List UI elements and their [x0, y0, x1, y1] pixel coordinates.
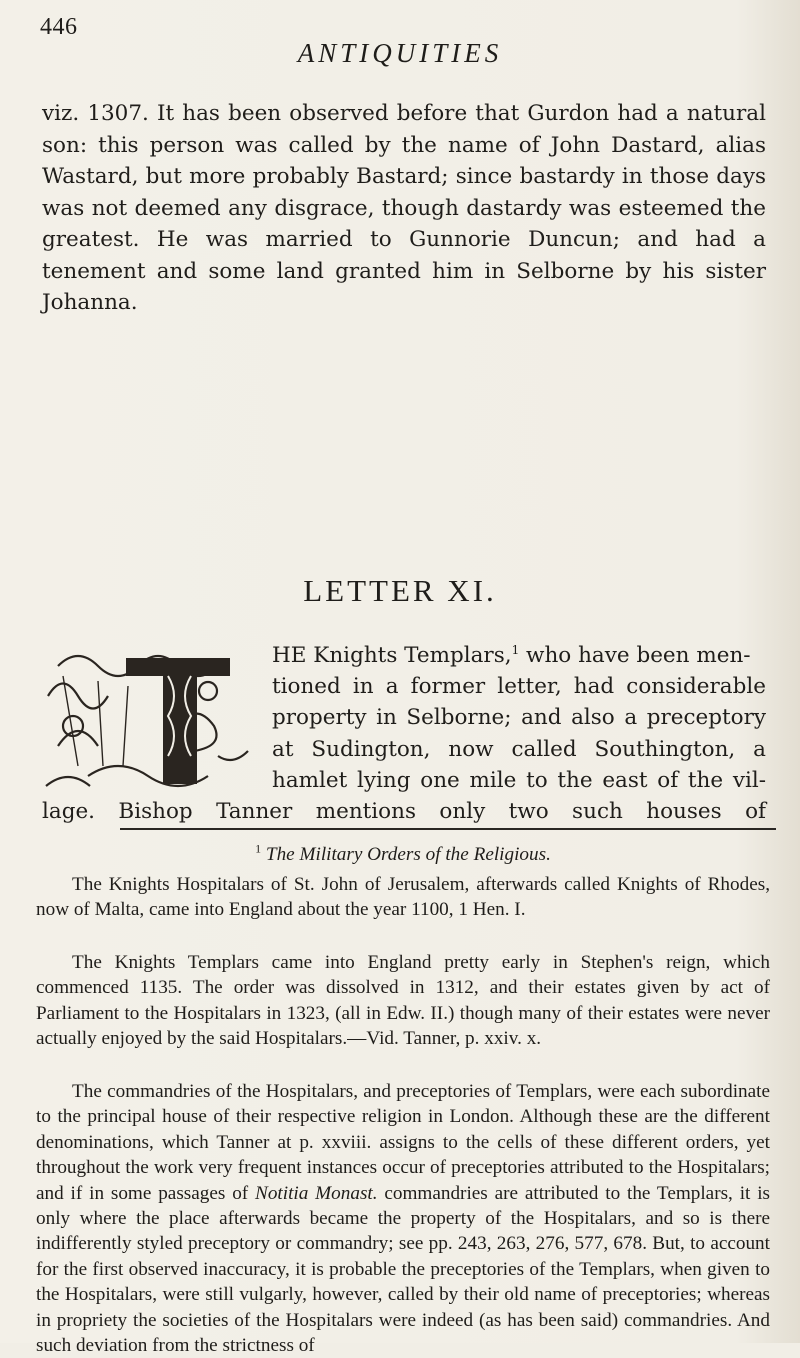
- letter-line-6: lage. Bishop Tanner mentions only two such houses of: [42, 799, 766, 824]
- running-head: ANTIQUITIES: [297, 38, 503, 68]
- footnote-heading: $^1$ The Military Orders of the Religious.: [255, 841, 551, 865]
- page-number: 446: [40, 14, 78, 40]
- footnote-paragraph-2: The Knights Templars came into England pretty early in Stephen's reign, which commenced 1135. The order was dissolved in 1312, and their estates given by act of Parliament to the Hospitalars in 1323, (all in Edw. II.) though many of their estates were never actually enjoyed by the said Hospitalars.—Vid. Tanner, p. xxiv. x.: [36, 952, 770, 1050]
- footnote-rule: [120, 828, 776, 830]
- footnote-reference: 1: [511, 642, 520, 657]
- ornamental-dropcap: [28, 636, 268, 796]
- letter-line-2: tioned in a former letter, had considerable: [272, 674, 766, 699]
- letter-line-1: HE Knights Templars,$^1$ who have been men-: [272, 642, 751, 668]
- dropcap-letter: T: [173, 656, 174, 657]
- footnote-paragraph-3: The commandries of the Hospitalars, and preceptories of Templars, were each subordinate to the principal house of their respective religion in London. Although these are the different denominations, which Tanner at p. xxviii. assigns to the cells of these different orders, yet throughout the work very frequent instances occur of preceptories attributed to the Hospitalars; and if in some passages of Notitia Monast. commandries are attributed to the Templars, it is only where the place afterwards became the property of the Hospitalars, and so is there indifferently styled preceptory or commandry; see pp. 243, 263, 276, 577, 678. But, to account for the first observed inaccuracy, it is probable the preceptories of the Templars, when given to the Hospitalars, were still vulgarly, however, called by their old name of preceptories; whereas in propriety the societies of the Hospitalars were indeed (as has been said) commandries. And such deviation from the strictness of: [36, 1081, 770, 1357]
- letter-heading: LETTER XI.: [303, 573, 497, 608]
- opening-paragraph: viz. 1307. It has been observed before that Gurdon had a natural son: this person was called by the name of John Dastard, alias Wastard, but more probably Bastard; since bastardy in those days was not deemed any disgrace, though dastardy was esteemed the greatest. He was married to Gunnorie Duncun; and had a tenement and some land granted him in Selborne by his sister Johanna.: [42, 101, 766, 315]
- letter-line-4: at Sudington, now called Southington, a: [272, 737, 766, 762]
- footnote-paragraph-1: The Knights Hospitalars of St. John of Jerusalem, afterwards called Knights of Rhodes, now of Malta, came into England about the year 1100, 1 Hen. I.: [36, 874, 770, 921]
- letter-line-5: hamlet lying one mile to the east of the vil-: [272, 768, 766, 793]
- letter-line-3: property in Selborne; and also a preceptory: [272, 705, 766, 730]
